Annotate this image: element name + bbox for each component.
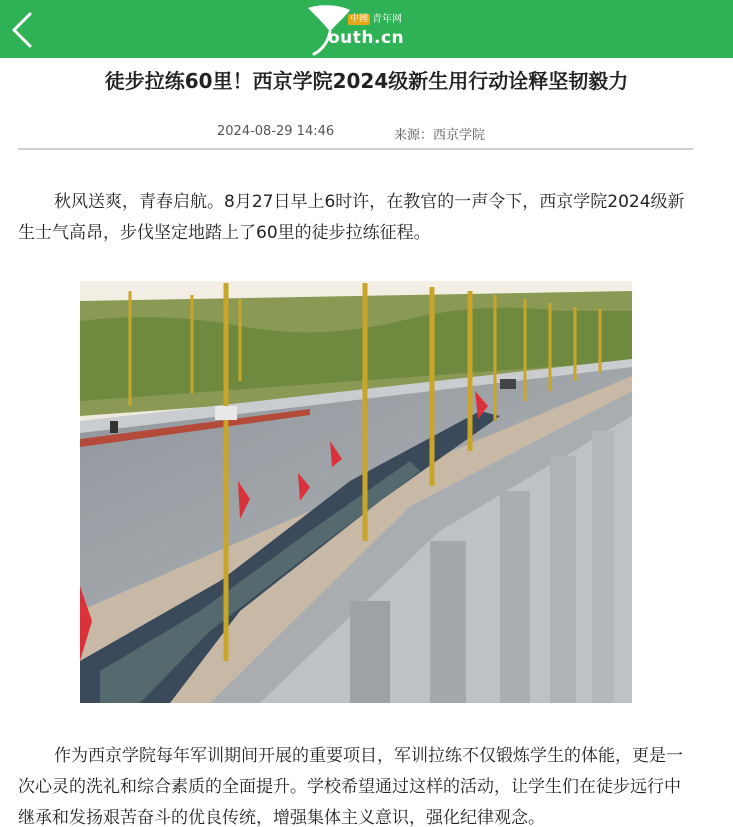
article-photo — [80, 281, 632, 703]
logo-badge — [348, 14, 402, 25]
logo-site-name: 青年网 — [372, 14, 403, 25]
logo-domain: outh.cn — [328, 28, 405, 48]
youth-logo[interactable] — [300, 2, 420, 56]
back-icon[interactable] — [6, 10, 42, 50]
publish-date: 2024-08-29 14:46 — [217, 124, 335, 139]
top-bar — [0, 0, 733, 58]
logo-badge-mark: 中國 — [350, 14, 369, 24]
divider — [18, 148, 693, 150]
article-title: 徒步拉练60里！西京学院2024级新生用行动诠释坚韧毅力 — [104, 69, 629, 93]
article-paragraph: 作为西京学院每年军训期间开展的重要项目，军训拉练不仅锻炼学生的体能，更是一次心灵的洗礼和综合素质的全面提升。学校希望通过这样的活动，让学生们在徒步远行中继承和发扬艰苦奋斗的优良传统，增强集体主义意识，强化纪律观念。 — [18, 746, 683, 827]
article-source: 来源：西京学院 — [394, 128, 486, 143]
article-paragraph: 秋风送爽，青春启航。8月27日早上6时许，在教官的一声令下，西京学院2024级新生士气高昂，步伐坚定地踏上了60里的徒步拉练征程。 — [18, 192, 685, 243]
